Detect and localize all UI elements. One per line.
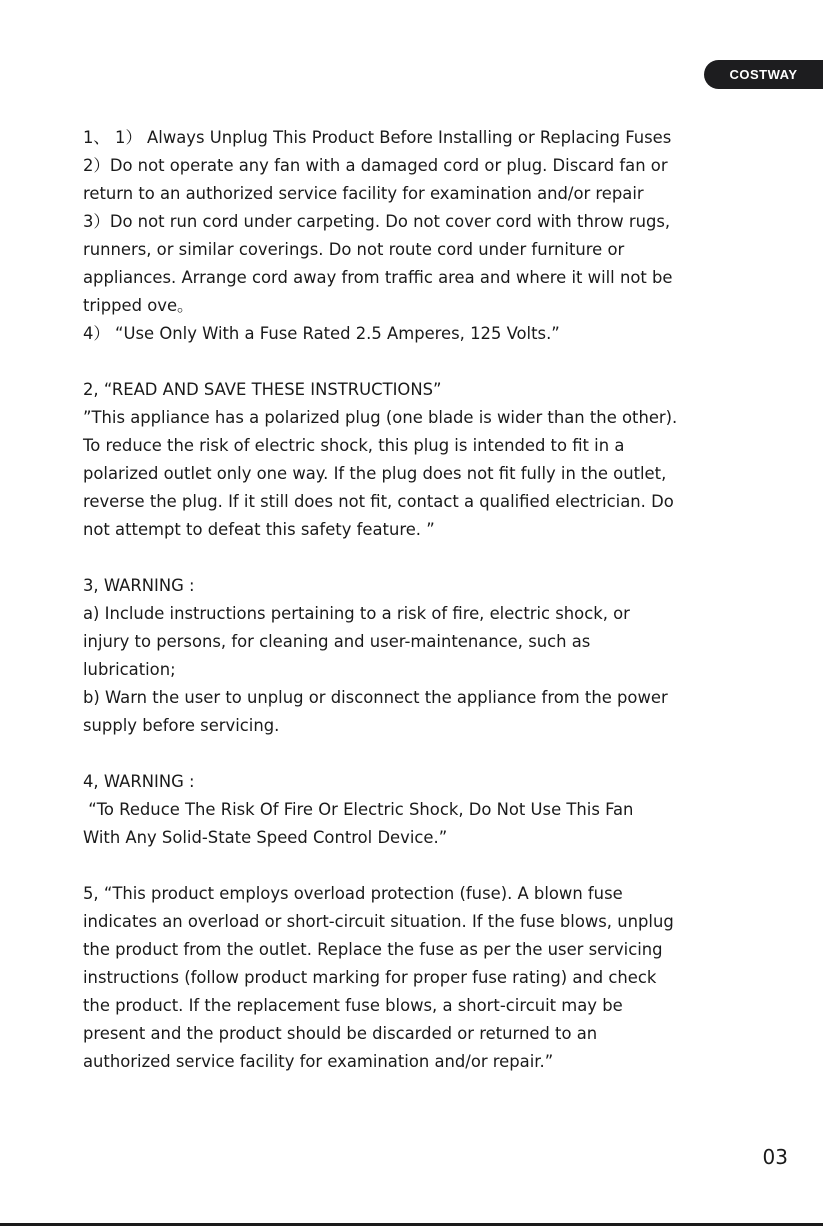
text-line: tripped ove。 bbox=[83, 296, 194, 315]
text-line: the product. If the replacement fuse blows, a short-circuit may be bbox=[83, 996, 623, 1015]
text-line: reverse the plug. If it still does not fit, contact a qualified electrician. Do bbox=[83, 492, 674, 511]
text-line: “To Reduce The Risk Of Fire Or Electric Shock, Do Not Use This Fan bbox=[83, 800, 634, 819]
text-line: runners, or similar coverings. Do not route cord under furniture or bbox=[83, 240, 625, 259]
section-fuse-instructions bbox=[83, 124, 783, 348]
text-line: authorized service facility for examination and/or repair.” bbox=[83, 1052, 554, 1071]
text-line: the product from the outlet. Replace the fuse as per the user servicing bbox=[83, 940, 663, 959]
text-line: With Any Solid-State Speed Control Device.” bbox=[83, 828, 448, 847]
section-heading: 5, “This product employs overload protection (fuse). A blown fuse bbox=[83, 884, 623, 903]
text-line: appliances. Arrange cord away from traffic area and where it will not be bbox=[83, 268, 673, 287]
text-line: 2）Do not operate any fan with a damaged cord or plug. Discard fan or bbox=[83, 156, 668, 175]
text-line: injury to persons, for cleaning and user-maintenance, such as bbox=[83, 632, 591, 651]
text-line: supply before servicing. bbox=[83, 716, 280, 735]
text-line: lubrication; bbox=[83, 660, 176, 679]
text-line: not attempt to defeat this safety feature. ” bbox=[83, 520, 435, 539]
instructions-body bbox=[83, 124, 783, 1104]
section-heading: 4, WARNING : bbox=[83, 772, 195, 791]
text-line: 3）Do not run cord under carpeting. Do not cover cord with throw rugs, bbox=[83, 212, 671, 231]
text-line: instructions (follow product marking for proper fuse rating) and check bbox=[83, 968, 657, 987]
section-warning-speed-control bbox=[83, 768, 783, 852]
section-warning-maintenance bbox=[83, 572, 783, 740]
brand-tab bbox=[704, 60, 823, 89]
text-line: 4） “Use Only With a Fuse Rated 2.5 Amperes, 125 Volts.” bbox=[83, 324, 560, 343]
text-line: polarized outlet only one way. If the plug does not fit fully in the outlet, bbox=[83, 464, 667, 483]
page-number: 03 bbox=[762, 1145, 788, 1169]
brand-logo: COSTWAY bbox=[729, 67, 798, 82]
section-heading: 2, “READ AND SAVE THESE INSTRUCTIONS” bbox=[83, 380, 442, 399]
text-line: b) Warn the user to unplug or disconnect the appliance from the power bbox=[83, 688, 668, 707]
section-polarized-plug bbox=[83, 376, 783, 544]
text-line: 1、 1） Always Unplug This Product Before Installing or Replacing Fuses bbox=[83, 128, 672, 147]
section-overload-protection bbox=[83, 880, 783, 1076]
text-line: ”This appliance has a polarized plug (one blade is wider than the other). bbox=[83, 408, 678, 427]
text-line: present and the product should be discarded or returned to an bbox=[83, 1024, 598, 1043]
text-line: return to an authorized service facility for examination and/or repair bbox=[83, 184, 644, 203]
text-line: To reduce the risk of electric shock, this plug is intended to fit in a bbox=[83, 436, 625, 455]
text-line: a) Include instructions pertaining to a risk of fire, electric shock, or bbox=[83, 604, 630, 623]
text-line: indicates an overload or short-circuit situation. If the fuse blows, unplug bbox=[83, 912, 674, 931]
section-heading: 3, WARNING : bbox=[83, 576, 195, 595]
